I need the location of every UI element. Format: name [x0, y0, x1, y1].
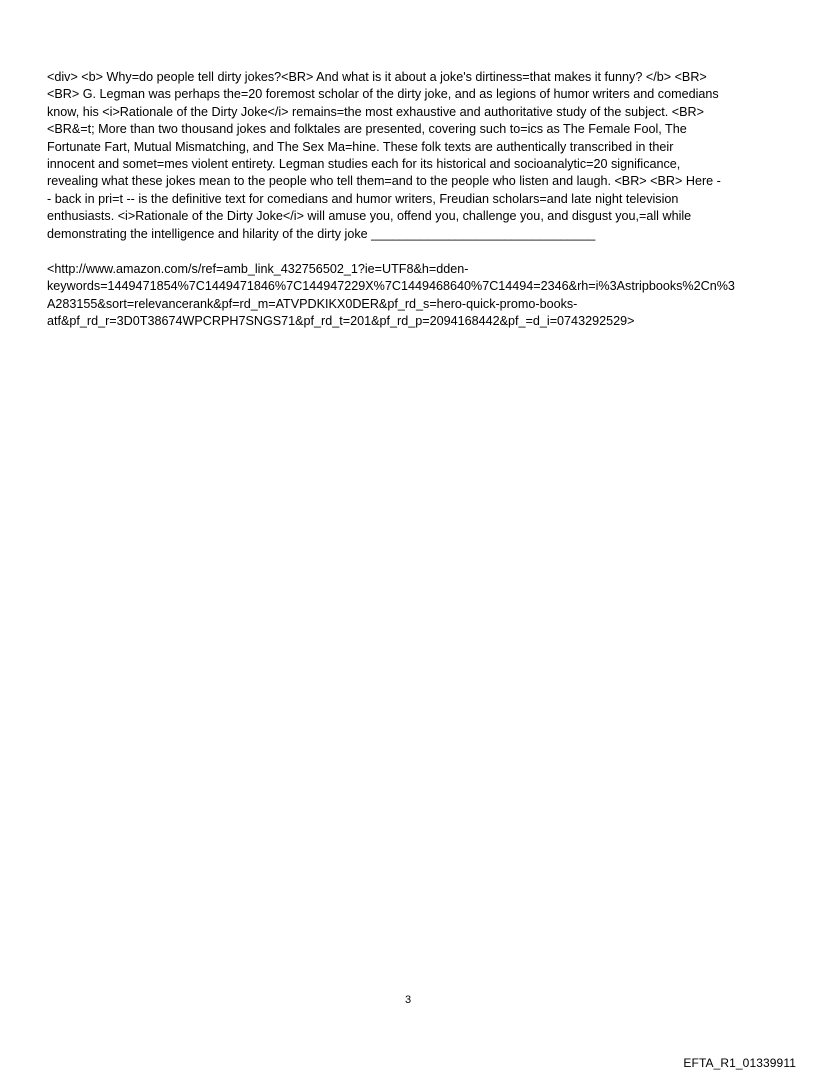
description-line: demonstrating the intelligence and hilarity of the dirty joke ________________________________	[47, 226, 596, 241]
description-line: innocent and somet=mes violent entirety. Legman studies each for its historical and socioanalytic=20 significance,	[47, 157, 681, 172]
description-line: - back in pri=t -- is the definitive text for comedians and humor writers, Freudian scholars=and late night television	[47, 191, 679, 206]
description-line: revealing what these jokes mean to the people who tell them=and to the people who listen and laugh. <BR> <BR> Here -	[47, 174, 721, 189]
link-line: A283155&sort=relevancerank&pf=rd_m=ATVPDKIKX0DER&pf_rd_s=hero-quick-promo-books-	[47, 296, 578, 311]
body-text	[47, 69, 772, 331]
paragraph-gap	[47, 243, 772, 261]
description-line: Fortunate Fart, Mutual Mismatching, and The Sex Ma=hine. These folk texts are authentically transcribed in their	[47, 139, 674, 154]
description-line: enthusiasts. <i>Rationale of the Dirty Joke</i> will amuse you, offend you, challenge you, and disgust you,=all while	[47, 209, 692, 224]
description-line: <BR> G. Legman was perhaps the=20 foremost scholar of the dirty joke, and as legions of humor writers and comedians	[47, 87, 719, 102]
document-id: EFTA_R1_01339911	[683, 1056, 796, 1070]
description-line: <div> <b> Why=do people tell dirty jokes?<BR> And what is it about a joke's dirtiness=that makes it funny? </b> <BR>	[47, 70, 707, 84]
link-line: <http://www.amazon.com/s/ref=amb_link_432756502_1?ie=UTF8&h=dden-	[47, 262, 469, 277]
link-line: keywords=1449471854%7C1449471846%7C144947229X%7C1449468640%7C14494=2346&rh=i%3Astripbooks%2Cn%3	[47, 279, 735, 294]
page-number: 3	[404, 994, 412, 1006]
description-line: know, his <i>Rationale of the Dirty Joke</i> remains=the most exhaustive and authoritative study of the subject. <BR>	[47, 104, 704, 119]
link-line: atf&pf_rd_r=3D0T38674WPCRPH7SNGS71&pf_rd_t=201&pf_rd_p=2094168442&pf_=d_i=0743292529>	[47, 314, 635, 329]
description-line: <BR&=t; More than two thousand jokes and folktales are presented, covering such to=ics as The Female Fool, The	[47, 122, 687, 137]
